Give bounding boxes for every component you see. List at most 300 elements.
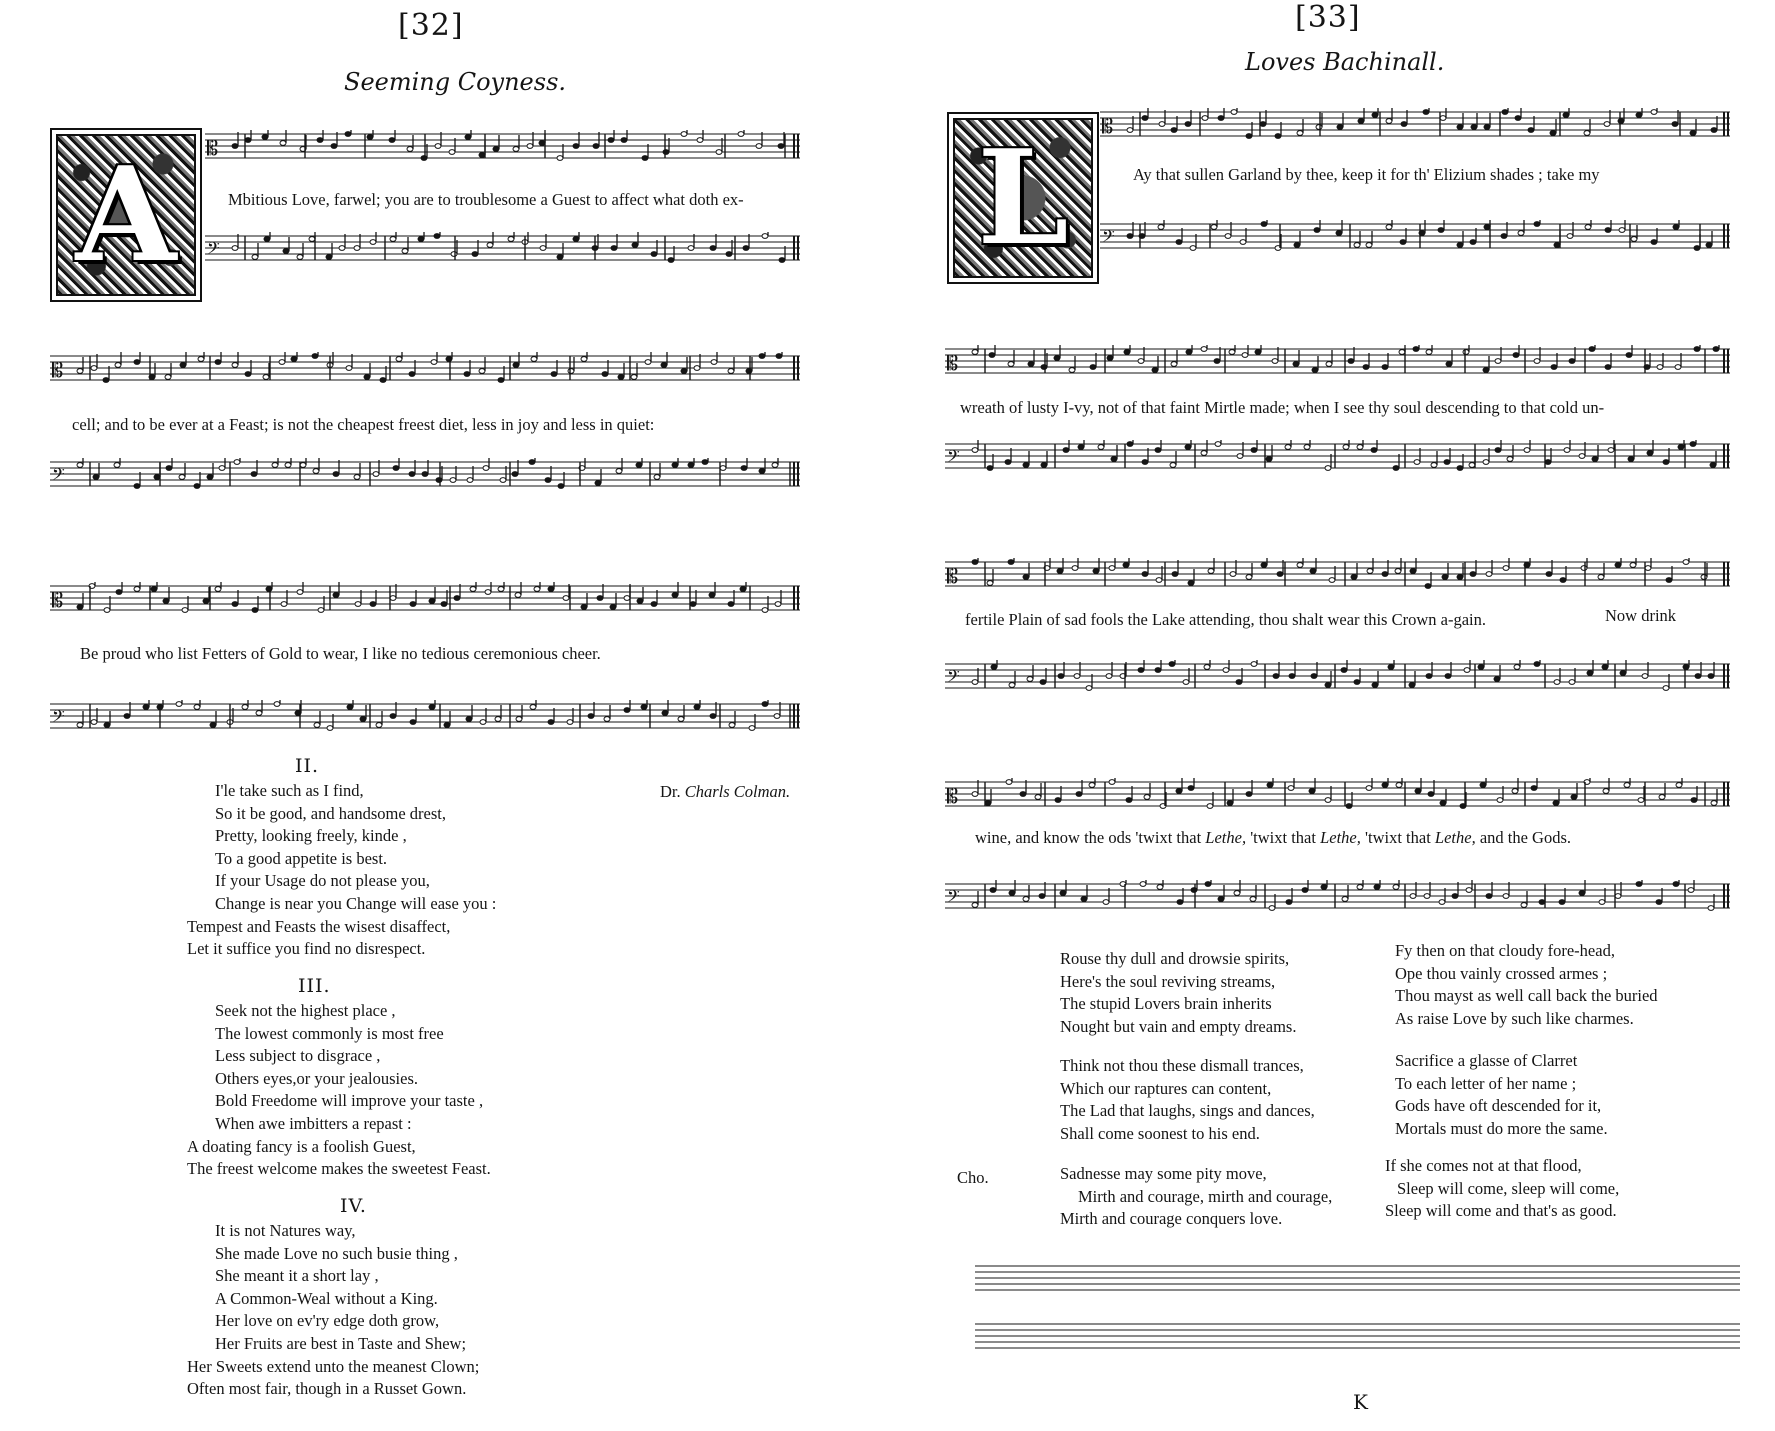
- note-head: [1158, 225, 1164, 230]
- note-head: [1631, 237, 1637, 242]
- note-head: [1293, 362, 1299, 367]
- clef-mark: 𝄢: [52, 464, 65, 488]
- signature-mark: K: [1353, 1390, 1368, 1414]
- note-head: [1297, 563, 1303, 568]
- clef-mark: 𝄢: [1102, 226, 1115, 250]
- note-head: [479, 153, 485, 158]
- note-head: [1690, 131, 1696, 136]
- note-head: [1341, 668, 1347, 673]
- note-head: [272, 463, 278, 468]
- note-head: [641, 705, 647, 710]
- note-head: [1615, 894, 1621, 899]
- note-head: [1069, 368, 1075, 373]
- note-head: [1445, 674, 1451, 679]
- note-head: [1234, 891, 1240, 896]
- note-head: [1302, 888, 1308, 893]
- note-head: [409, 372, 415, 377]
- music-staff: [1100, 108, 1730, 138]
- music-staff: [50, 700, 800, 730]
- note-head: [1647, 451, 1653, 456]
- note-head: [1605, 228, 1611, 233]
- note-head: [1261, 222, 1267, 227]
- note-head: [1457, 243, 1463, 248]
- note-head: [1495, 448, 1501, 453]
- note-head: [390, 714, 396, 719]
- note-head: [1651, 240, 1657, 245]
- note-head: [151, 587, 157, 592]
- verse-line: Bold Freedome will improve your taste ,: [215, 1091, 484, 1111]
- note-head: [495, 717, 501, 722]
- clef-mark: 𝄢: [207, 238, 220, 262]
- note-head: [179, 475, 185, 480]
- note-head: [367, 135, 373, 140]
- note-head: [1553, 801, 1559, 806]
- note-head: [595, 481, 601, 486]
- note-head: [1550, 131, 1556, 136]
- note-head: [1023, 463, 1029, 468]
- note-head: [1214, 359, 1220, 364]
- verse-line: Sacrifice a glasse of Clarret: [1395, 1051, 1578, 1070]
- note-head: [347, 705, 353, 710]
- note-head: [297, 255, 303, 260]
- music-staff: [50, 352, 800, 382]
- note-head: [1495, 359, 1501, 364]
- note-head: [1159, 122, 1165, 127]
- note-head: [1242, 353, 1248, 358]
- verse-line: Let it suffice you find no disrespect.: [187, 939, 426, 959]
- verse-line: To a good appetite is best.: [215, 848, 388, 868]
- note-head: [710, 246, 716, 251]
- note-head: [1366, 243, 1372, 248]
- note-head: [77, 463, 83, 468]
- note-head: [1098, 445, 1104, 450]
- note-head: [1309, 789, 1315, 794]
- verse-line: Think not thou these dismall trances,: [1060, 1056, 1304, 1075]
- note-head: [1201, 347, 1207, 352]
- note-head: [1676, 783, 1682, 788]
- note-head: [166, 466, 172, 471]
- note-head: [729, 723, 735, 728]
- verse-line: She made Love no such busie thing ,: [215, 1243, 458, 1263]
- note-head: [1690, 442, 1696, 447]
- note-head: [1539, 900, 1545, 905]
- note-head: [1497, 798, 1503, 803]
- note-head: [1428, 792, 1434, 797]
- note-head: [91, 366, 97, 371]
- note-head: [688, 463, 694, 468]
- note-head: [989, 353, 995, 358]
- verse-line: Ope thou vainly crossed armes ;: [1395, 963, 1608, 983]
- note-head: [1470, 572, 1476, 577]
- note-head: [1701, 575, 1707, 580]
- note-head: [435, 144, 441, 149]
- staff-svg: [945, 440, 1730, 480]
- note-head: [418, 237, 424, 242]
- note-head: [409, 472, 415, 477]
- lyric-line: Mbitious Love, farwel; you are to troublesome a Guest to affect what doth ex-: [228, 190, 744, 209]
- note-head: [774, 714, 780, 719]
- note-head: [449, 150, 455, 155]
- note-head: [720, 466, 726, 471]
- note-head: [516, 717, 522, 722]
- note-head: [672, 593, 678, 598]
- note-head: [483, 466, 489, 471]
- note-head: [376, 723, 382, 728]
- note-head: [1267, 783, 1273, 788]
- note-head: [165, 375, 171, 380]
- note-head: [1078, 445, 1084, 450]
- note-head: [1208, 569, 1214, 574]
- note-head: [738, 132, 744, 137]
- note-head: [563, 596, 569, 601]
- note-head: [1354, 680, 1360, 685]
- empty-staff: [975, 1262, 1740, 1292]
- note-head: [741, 466, 747, 471]
- note-head: [1251, 662, 1257, 667]
- empty-staff: [975, 1320, 1740, 1350]
- note-head: [479, 369, 485, 374]
- note-head: [1215, 442, 1221, 447]
- note-head: [436, 478, 442, 483]
- note-head: [1579, 891, 1585, 896]
- note-head: [464, 372, 470, 377]
- note-head: [1138, 359, 1144, 364]
- note-head: [608, 138, 614, 143]
- note-head: [616, 469, 622, 474]
- note-head: [1395, 569, 1401, 574]
- note-head: [252, 608, 258, 613]
- note-head: [1009, 891, 1015, 896]
- staff-svg: [1100, 108, 1730, 148]
- lyric-line: wreath of lusty I-vy, not of that faint Mirtle made; when I see thy soul descending to that cold un-: [960, 398, 1605, 417]
- note-head: [642, 156, 648, 161]
- note-head: [1386, 225, 1392, 230]
- note-head: [429, 599, 435, 604]
- note-head: [1229, 350, 1235, 355]
- note-head: [1329, 578, 1335, 583]
- note-head: [668, 258, 674, 263]
- note-head: [1585, 225, 1591, 230]
- note-head: [77, 605, 83, 610]
- note-head: [1426, 674, 1432, 679]
- note-head: [1076, 792, 1082, 797]
- verse-line: Tempest and Feasts the wisest disaffect,: [187, 916, 451, 936]
- verse-numeral: II.: [295, 755, 320, 777]
- note-head: [1534, 359, 1540, 364]
- note-head: [1107, 356, 1113, 361]
- note-head: [512, 472, 518, 477]
- staff-svg: [975, 1262, 1740, 1302]
- note-head: [1186, 350, 1192, 355]
- note-head: [1372, 683, 1378, 688]
- note-head: [1713, 347, 1719, 352]
- verse-line: If your Usage do not please you,: [215, 871, 430, 891]
- note-head: [182, 608, 188, 613]
- note-head: [1152, 368, 1158, 373]
- verse-line: As raise Love by such like charmes.: [1395, 1008, 1634, 1028]
- note-head: [1103, 900, 1109, 905]
- lyric-line: wine, and know the ods 'twixt that Lethe, 'twixt that Lethe, 'twixt that Lethe, and the Gods.: [975, 828, 1572, 847]
- note-head: [759, 469, 765, 474]
- note-head: [314, 723, 320, 728]
- page-left: [0, 0, 875, 1431]
- note-head: [1127, 442, 1133, 447]
- note-head: [710, 714, 716, 719]
- note-head: [1354, 243, 1360, 248]
- note-head: [1106, 674, 1112, 679]
- note-head: [1440, 801, 1446, 806]
- note-head: [1185, 122, 1191, 127]
- clef-mark: 𝄢: [947, 886, 960, 910]
- note-head: [176, 702, 182, 707]
- verse-line: The Lad that laughs, sings and dances,: [1060, 1101, 1315, 1121]
- note-head: [1514, 665, 1520, 670]
- note-head: [393, 466, 399, 471]
- note-head: [1656, 900, 1662, 905]
- verse-line: If she comes not at that flood,: [1385, 1156, 1582, 1175]
- note-head: [1188, 581, 1194, 586]
- note-head: [355, 602, 361, 607]
- note-head: [1351, 575, 1357, 580]
- note-head: [991, 665, 997, 670]
- verse-line: The lowest commonly is most free: [215, 1023, 444, 1043]
- verse-numeral: III.: [298, 975, 331, 997]
- note-head: [1470, 240, 1476, 245]
- note-head: [1008, 362, 1014, 367]
- music-staff: [945, 778, 1730, 808]
- note-head: [390, 596, 396, 601]
- note-head: [1039, 894, 1045, 899]
- music-staff: [945, 440, 1730, 470]
- note-head: [1312, 368, 1318, 373]
- note-head: [1663, 460, 1669, 465]
- note-head: [232, 144, 238, 149]
- note-head: [1109, 780, 1115, 785]
- note-head: [513, 147, 519, 152]
- page-number: [32]: [398, 8, 464, 43]
- note-head: [1484, 125, 1490, 130]
- note-head: [515, 593, 521, 598]
- note-head: [1569, 359, 1575, 364]
- note-head: [1326, 362, 1332, 367]
- note-head: [1072, 566, 1078, 571]
- note-head: [1286, 900, 1292, 905]
- note-head: [262, 135, 268, 140]
- note-head: [1694, 347, 1700, 352]
- music-staff: [1100, 220, 1730, 250]
- note-head: [1469, 463, 1475, 468]
- note-head: [1645, 566, 1651, 571]
- note-head: [711, 360, 717, 365]
- note-head: [1142, 572, 1148, 577]
- note-head: [1534, 662, 1540, 667]
- note-head: [1438, 228, 1444, 233]
- note-head: [1424, 894, 1430, 899]
- note-head: [242, 705, 248, 710]
- note-head: [1144, 795, 1150, 800]
- note-head: [1415, 789, 1421, 794]
- note-head: [1620, 671, 1626, 676]
- note-head: [1337, 125, 1343, 130]
- note-head: [1560, 578, 1566, 583]
- note-head: [557, 156, 563, 161]
- note-head: [1190, 246, 1196, 251]
- verse-line: Seek not the highest place ,: [215, 1001, 396, 1020]
- note-head: [1444, 460, 1450, 465]
- note-head: [163, 599, 169, 604]
- note-head: [410, 720, 416, 725]
- note-head: [593, 144, 599, 149]
- note-head: [283, 249, 289, 254]
- note-head: [1400, 240, 1406, 245]
- note-head: [1659, 795, 1665, 800]
- note-head: [1225, 234, 1231, 239]
- staff-svg: [205, 232, 800, 272]
- note-head: [1423, 110, 1429, 115]
- note-head: [645, 360, 651, 365]
- note-head: [1688, 888, 1694, 893]
- note-head: [281, 602, 287, 607]
- note-head: [245, 138, 251, 143]
- drop-cap-letter: L: [977, 121, 1069, 274]
- note-head: [1155, 668, 1161, 673]
- note-head: [309, 237, 315, 242]
- note-head: [1057, 569, 1063, 574]
- note-head: [1294, 243, 1300, 248]
- verse-line: Fy then on that cloudy fore-head,: [1395, 941, 1615, 960]
- note-head: [1630, 563, 1636, 568]
- note-head: [1413, 347, 1419, 352]
- note-head: [446, 357, 452, 362]
- note-head: [1604, 122, 1610, 127]
- note-head: [454, 596, 460, 601]
- note-head: [1176, 789, 1182, 794]
- verse-line: Sleep will come, sleep will come,: [1397, 1178, 1620, 1198]
- note-head: [1592, 457, 1598, 462]
- note-head: [251, 472, 257, 477]
- note-head: [1236, 680, 1242, 685]
- note-head: [651, 602, 657, 607]
- note-head: [1628, 457, 1634, 462]
- note-head: [985, 801, 991, 806]
- note-head: [1515, 116, 1521, 121]
- note-head: [1414, 460, 1420, 465]
- note-head: [1260, 122, 1266, 127]
- note-head: [1041, 365, 1047, 370]
- verse-numeral: IV.: [340, 1195, 367, 1217]
- verse-line: Often most fair, though in a Russet Gown.: [187, 1379, 467, 1399]
- note-head: [1466, 888, 1472, 893]
- verse-line: Her Fruits are best in Taste and Shew;: [215, 1333, 467, 1353]
- note-head: [990, 888, 996, 893]
- note-head: [778, 144, 784, 149]
- note-head: [291, 357, 297, 362]
- note-head: [1240, 240, 1246, 245]
- note-head: [1494, 677, 1500, 682]
- note-head: [1638, 798, 1644, 803]
- note-head: [1310, 569, 1316, 574]
- note-head: [396, 357, 402, 362]
- note-head: [232, 363, 238, 368]
- note-head: [1155, 448, 1161, 453]
- note-head: [1551, 365, 1557, 370]
- note-head: [1346, 804, 1352, 809]
- note-head: [1710, 463, 1716, 468]
- note-head: [1401, 122, 1407, 127]
- note-head: [726, 252, 732, 257]
- note-head: [1201, 451, 1207, 456]
- note-head: [1618, 119, 1624, 124]
- note-head: [333, 593, 339, 598]
- note-head: [1382, 365, 1388, 370]
- verse-block: [187, 1220, 480, 1401]
- note-head: [1545, 460, 1551, 465]
- note-head: [280, 141, 286, 146]
- note-head: [1063, 448, 1069, 453]
- note-head: [762, 608, 768, 613]
- verse-line: Sadnesse may some pity move,: [1060, 1164, 1267, 1183]
- verse-line: It is not Natures way,: [215, 1221, 356, 1240]
- note-head: [1277, 572, 1283, 577]
- music-staff: [50, 582, 800, 612]
- note-head: [1171, 128, 1177, 133]
- composer-attribution: [660, 782, 790, 802]
- note-head: [618, 375, 624, 380]
- note-head: [1502, 110, 1508, 115]
- note-head: [1035, 795, 1041, 800]
- note-head: [116, 590, 122, 595]
- note-head: [1027, 677, 1033, 682]
- note-head: [1452, 894, 1458, 899]
- note-head: [972, 560, 978, 565]
- note-head: [1028, 362, 1034, 367]
- note-head: [1269, 906, 1275, 911]
- note-head: [1250, 897, 1256, 902]
- note-head: [1386, 119, 1392, 124]
- note-head: [728, 369, 734, 374]
- note-head: [1396, 783, 1402, 788]
- note-head: [740, 587, 746, 592]
- note-head: [104, 723, 110, 728]
- note-head: [987, 581, 993, 586]
- note-head: [103, 378, 109, 383]
- verse-line: Here's the soul reviving streams,: [1060, 971, 1276, 991]
- note-head: [1673, 882, 1679, 887]
- note-head: [1041, 463, 1047, 468]
- verse-line: Sleep will come and that's as good.: [1385, 1201, 1617, 1221]
- note-head: [1513, 353, 1519, 358]
- song-title: Seeming Coyness.: [344, 68, 567, 96]
- note-head: [621, 138, 627, 143]
- note-head: [1297, 131, 1303, 136]
- note-head: [1358, 119, 1364, 124]
- note-head: [1636, 113, 1642, 118]
- note-head: [1304, 445, 1310, 450]
- note-head: [1442, 575, 1448, 580]
- verse-line: Thou mayst as well call back the buried: [1395, 986, 1658, 1006]
- note-head: [581, 357, 587, 362]
- staff-svg: [1100, 220, 1730, 260]
- note-head: [1074, 674, 1080, 679]
- note-head: [540, 246, 546, 251]
- note-head: [1695, 674, 1701, 679]
- note-head: [636, 463, 642, 468]
- note-head: [1672, 122, 1678, 127]
- note-head: [743, 246, 749, 251]
- note-head: [421, 156, 427, 161]
- note-head: [215, 360, 221, 365]
- drop-cap-letter: A: [75, 138, 177, 291]
